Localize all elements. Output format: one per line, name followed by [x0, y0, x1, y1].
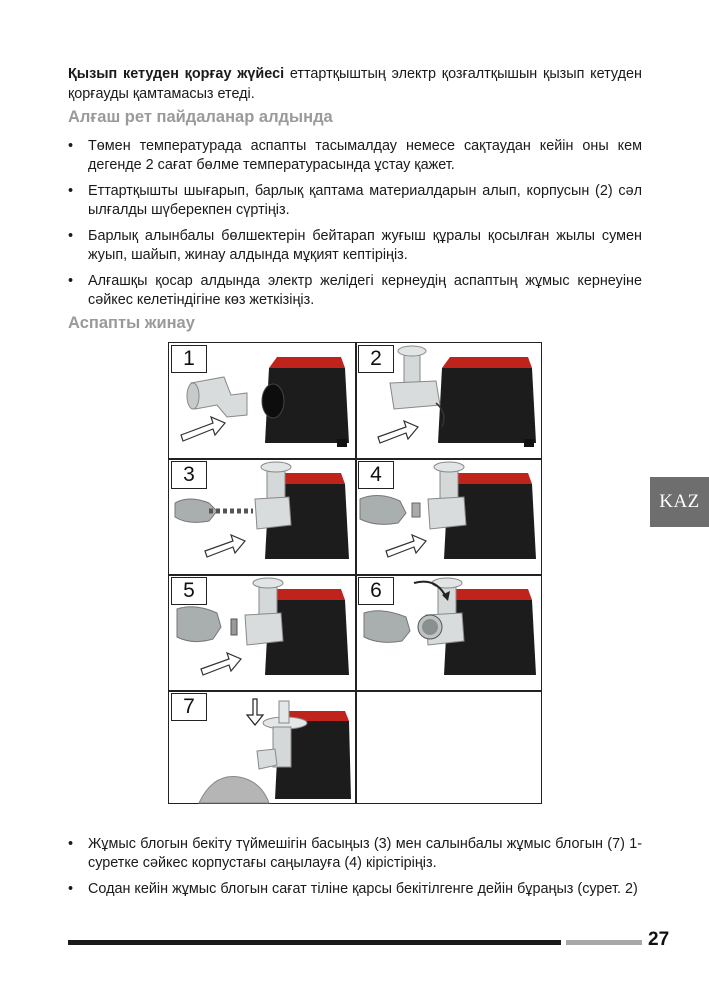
list-item: • Еттартқышты шығарып, барлық қаптама материалдарын алып, корпусын (2) сәл ылғалды шүберекпен сүртіңіз.: [68, 182, 642, 220]
step-5-illustration: [169, 575, 355, 690]
step-number: 1: [171, 345, 207, 373]
step-4-illustration: [356, 459, 542, 574]
list-item: • Алғашқы қосар алдында электр желідегі кернеудің аспаптың жұмыс кернеуіне сәйкес келетіндігіне көз жеткізіңіз.: [68, 272, 642, 310]
step-1-illustration: [169, 343, 355, 458]
grid-divider-vertical: [355, 343, 357, 803]
list-item: • Төмен температурада аспапты тасымалдау немесе сақтаудан кейін оны кем дегенде 2 сағат бөлме температурасында ұстау қажет.: [68, 137, 642, 175]
grid-divider-horizontal: [169, 574, 541, 576]
step-number: 5: [171, 577, 207, 605]
language-tab: KAZ: [650, 477, 709, 527]
assembly-list: [68, 835, 642, 906]
list-item: • Содан кейін жұмыс блогын сағат тіліне қарсы бекітілгенге дейін бұраңыз (сурет. 2): [68, 880, 642, 899]
step-number: 6: [358, 577, 394, 605]
step-6-illustration: [356, 575, 542, 690]
footer-rule-dark: [68, 940, 561, 945]
intro-paragraph: [68, 64, 642, 104]
list-item: • Барлық алынбалы бөлшектерін бейтарап жуғыш құралы қосылған жылы сумен жуып, шайып, жинау алдында мұқият кептіріңіз.: [68, 227, 642, 265]
assembly-illustration-grid: [168, 342, 542, 804]
intro-bold-term: Қызып кетуден қорғау жүйесі: [68, 66, 285, 82]
step-number: 4: [358, 461, 394, 489]
section-heading-first-use: Алғаш рет пайдаланар алдында: [68, 108, 333, 126]
step-number: 3: [171, 461, 207, 489]
page-number: 27: [648, 929, 670, 950]
first-use-list: [68, 137, 642, 317]
step-number: 2: [358, 345, 394, 373]
list-item: • Жұмыс блогын бекіту түймешігін басыңыз (3) мен салынбалы жұмыс блогын (7) 1-суретке сәйкес корпустағы саңылауға (4) кірістіріңіз.: [68, 835, 642, 873]
footer-rule-light: [566, 940, 642, 945]
step-7-illustration: [169, 691, 355, 806]
step-2-illustration: [356, 343, 542, 458]
intro-text: еттартқыштың электр қозғалтқышын қызып кетуден қорғауды қамтамасыз етеді.: [68, 66, 642, 102]
step-3-illustration: [169, 459, 355, 574]
step-number: 7: [171, 693, 207, 721]
section-heading-assembly: Аспапты жинау: [68, 314, 195, 332]
grid-divider-horizontal: [169, 690, 541, 692]
grid-divider-horizontal: [169, 458, 541, 460]
